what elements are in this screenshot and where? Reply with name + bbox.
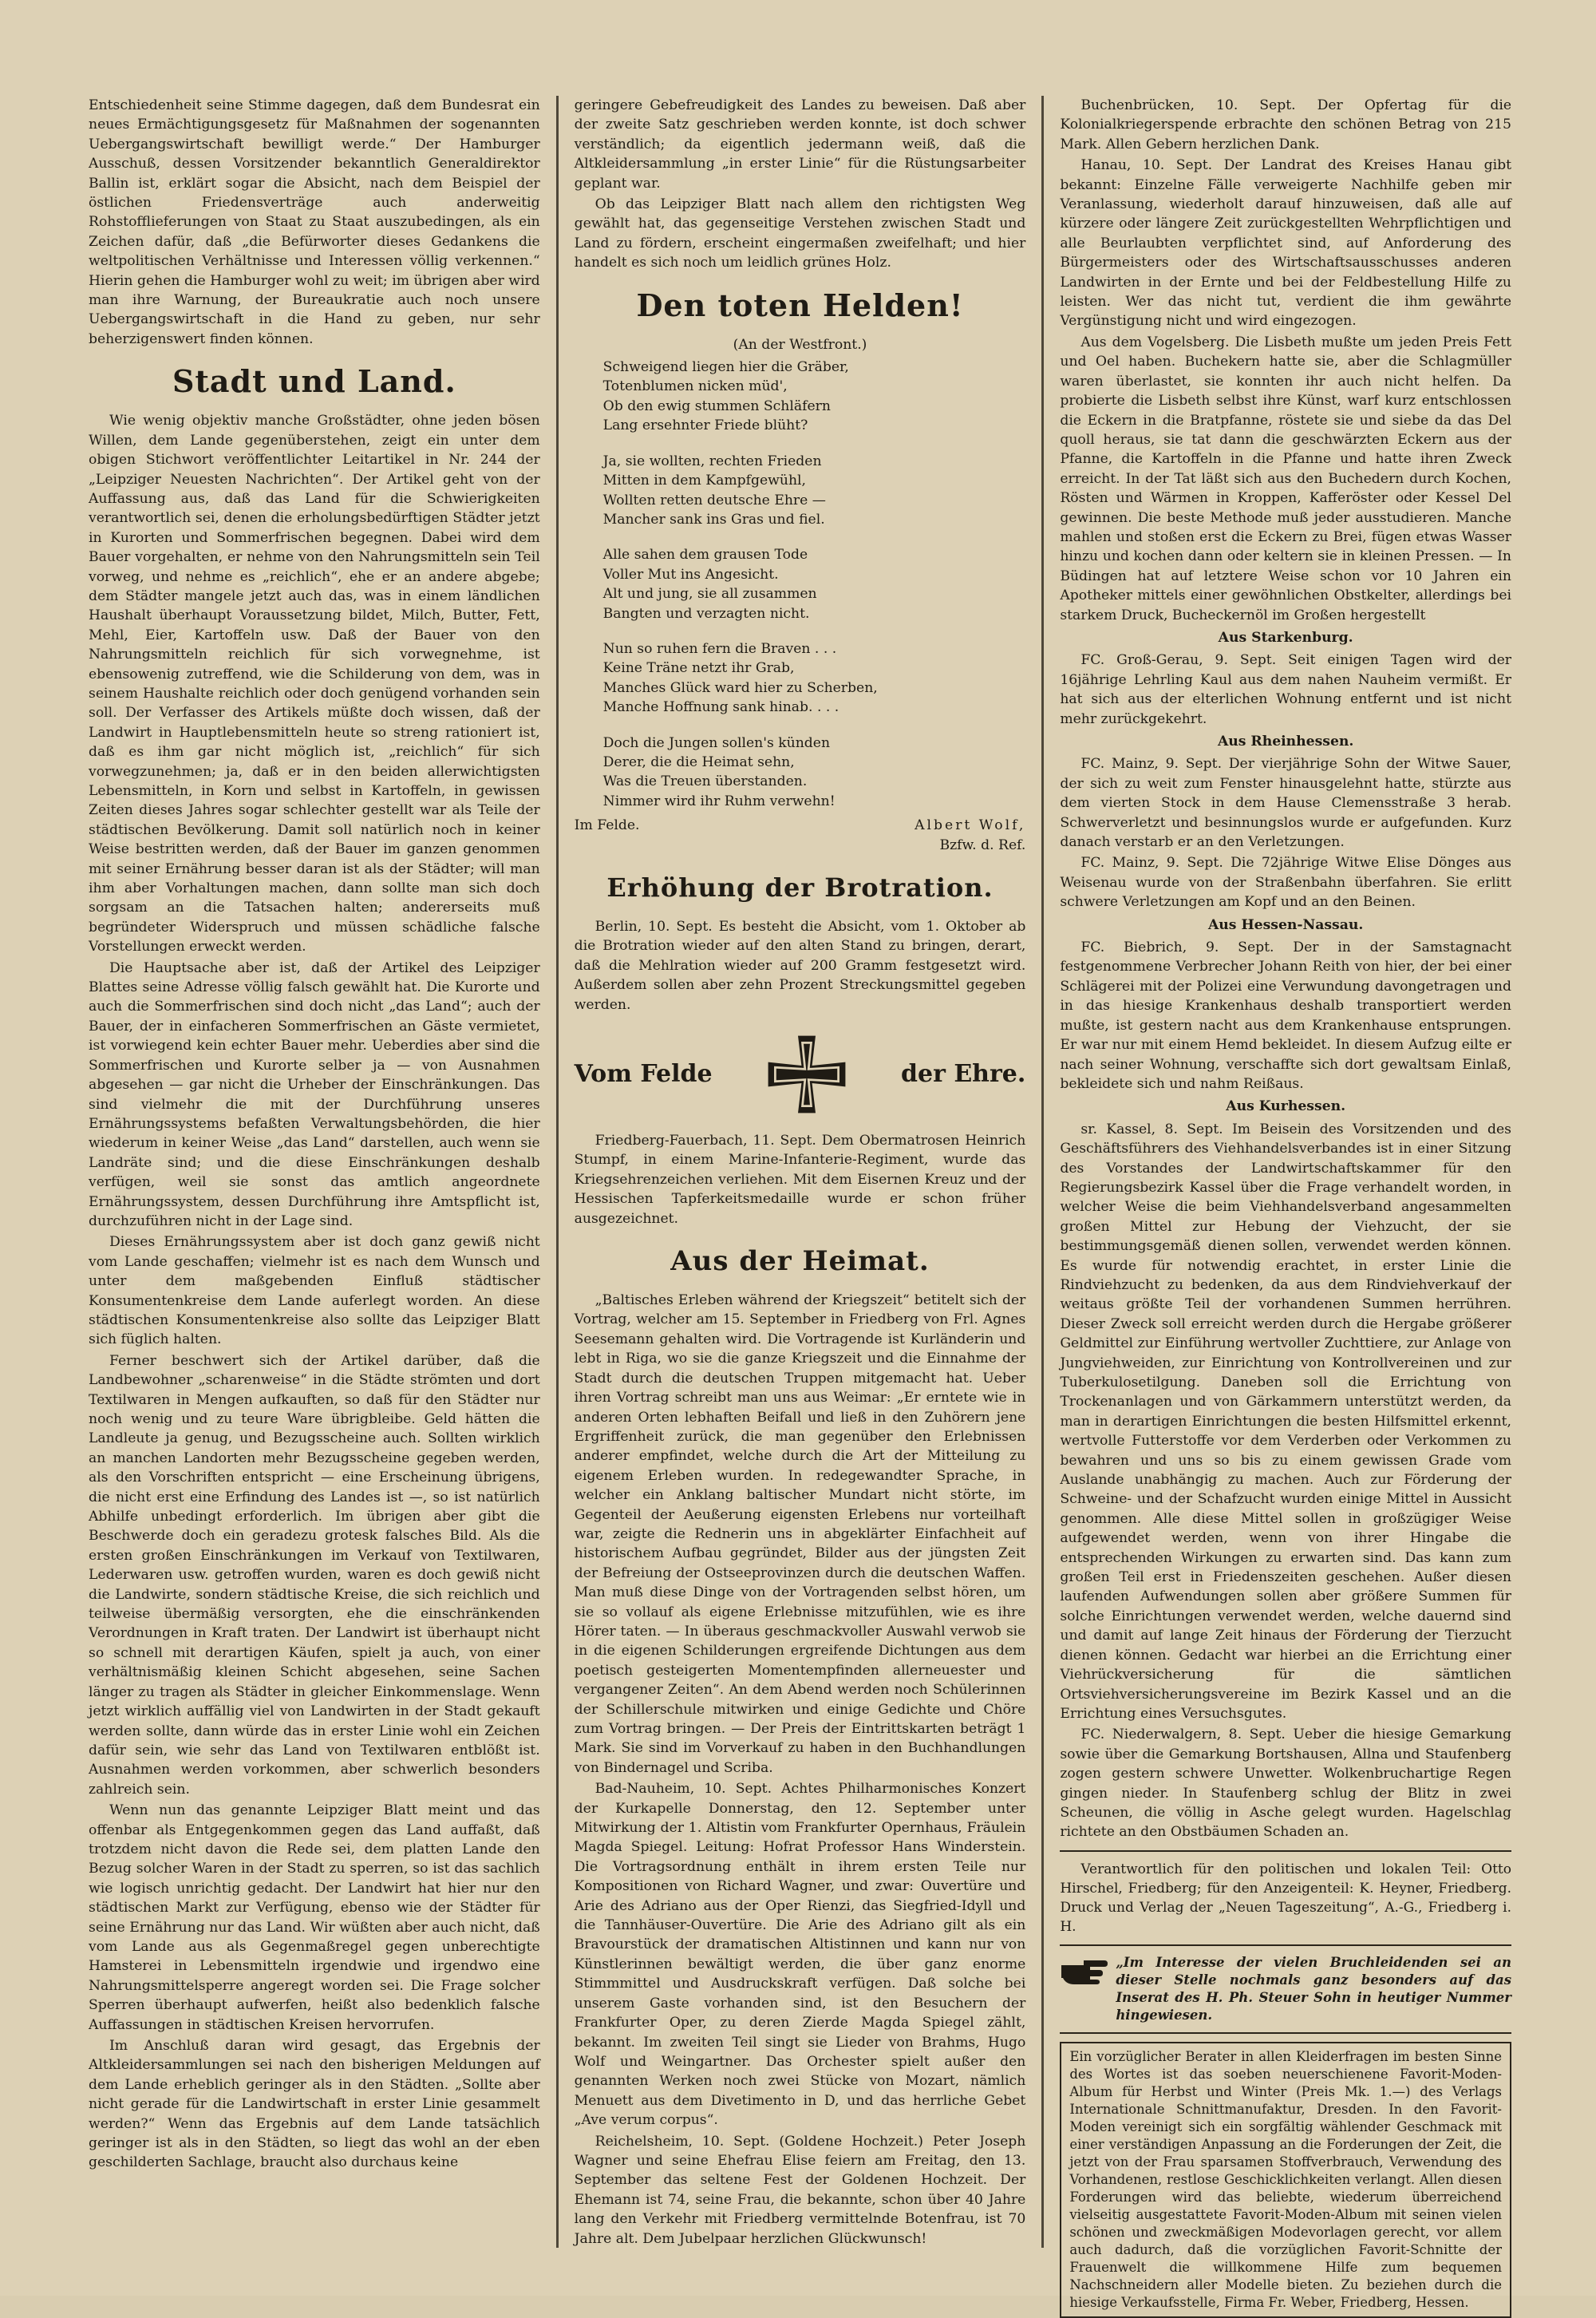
news-item: Hanau, 10. Sept. Der Landrat des Kreises Hanau gibt bekannt: Einzelne Fälle verweigerte Nachhilfe geben mir Veranlassung, wiederholt darauf hinzuweisen, daß alle auf kürzere oder längere Zeit zurückgestellten Wehrpflichtigen und alle Beurlaubten verpflichtet sind, auf Anforderung des Bürgermeisters oder des Wirtschaftsausschusses anderen Landwirten in der Ernte und bei der Feldbestellung Hilfe zu leisten. Wer das nicht tut, verdient die ihm gewährte Vergünstigung nicht und wird eingezogen.	[1060, 157, 1511, 330]
article-continuation: geringere Gebefreudigkeit des Landes zu beweisen. Daß aber der zweite Satz geschrieben werden konnte, ist doch schwer verständlich; da eigentlich jedermann weiß, daß die Altkleidersammlung „in erster Linie“ für die Rüstungsarbeiter geplant war.	[574, 97, 1026, 192]
poem-line: Was die Treuen überstanden.	[602, 773, 808, 790]
poem	[575, 358, 1026, 811]
divider-line	[1060, 1850, 1511, 1852]
section-header-right: der Ehre.	[901, 1059, 1026, 1088]
article-heading-brotration: Erhöhung der Brotration.	[606, 872, 994, 903]
imprint: Verantwortlich für den politischen und lokalen Teil: Otto Hirschel, Friedberg; für den Anzeigenteil: K. Heyner, Friedberg. Druck und Verlag der „Neuen Tageszeitung“, A.-G., Friedberg i. H.	[1060, 1861, 1511, 1935]
news-item: Buchenbrücken, 10. Sept. Der Opfertag für die Kolonialkriegerspende erbrachte den schönen Betrag von 215 Mark. Allen Gebern herzlichen Dank.	[1060, 97, 1511, 152]
poem-line: Mancher sank ins Gras und fiel.	[602, 511, 825, 528]
section-header-left: Vom Felde	[574, 1059, 713, 1088]
article-paragraph: Berlin, 10. Sept. Es besteht die Absicht, vom 1. Oktober ab die Brotration wieder auf den alten Stand zu bringen, derart, daß die Mehlration wieder auf 200 Gramm festgesetzt wird. Außerdem sollen aber zehn Prozent Streckungsmittel gegeben werden.	[574, 919, 1026, 1013]
poem-line: Nun so ruhen fern die Braven . . .	[602, 640, 837, 657]
divider-line	[1060, 2032, 1511, 2034]
region-heading: Aus Hessen-Nassau.	[1207, 916, 1364, 933]
poem-stanza	[603, 545, 1026, 623]
article-paragraph: Reichelsheim, 10. Sept. (Goldene Hochzeit.) Peter Joseph Wagner und seine Ehefrau Elise feiern am Freitag, den 13. September das seltene Fest der Goldenen Hochzeit. Der Ehemann ist 74, seine Frau, die bekannte, schon über 40 Jahre lang den Verkehr mit Friedberg vermittelnde Botenfrau, ist 70 Jahre alt. Dem Jubelpaar herzlichen Glückwunsch!	[574, 2133, 1026, 2247]
poem-author-rank: Bzfw. d. Ref.	[939, 837, 1026, 853]
poem-line: Alt und jung, sie all zusammen	[602, 586, 817, 603]
section-heading-aus-der-heimat: Aus der Heimat.	[670, 1245, 930, 1278]
poem-place: Im Felde.	[574, 817, 640, 834]
news-item: FC. Mainz, 9. Sept. Die 72jährige Witwe Elise Dönges aus Weisenau wurde von der Straßenbahn überfahren. Sie erlitt schwere Verletzungen am Kopf und an den Beinen.	[1060, 855, 1511, 911]
article-heading-stadt-und-land: Stadt und Land.	[172, 363, 456, 400]
poem-line: Bangten und verzagten nicht.	[602, 605, 810, 622]
poem-line: Keine Träne netzt ihr Grab,	[602, 660, 795, 677]
poem-line: Voller Mut ins Angesicht.	[602, 566, 779, 583]
section-header-vom-felde-der-ehre	[575, 1030, 1026, 1118]
poem-subtitle: (An der Westfront.)	[733, 336, 867, 353]
poem-stanza	[603, 734, 1026, 812]
poem-line: Schweigend liegen hier die Gräber,	[602, 359, 849, 376]
poem-line: Totenblumen nicken müd',	[602, 378, 788, 395]
article-paragraph: „Baltisches Erleben während der Kriegszeit“ betitelt sich der Vortrag, welcher am 15. September in Friedberg von Frl. Agnes Seesemann gehalten wird. Die Vortragende ist Kurländerin und lebt in Riga, wo sie die ganze Kriegszeit und die Einnahme der Stadt durch die deutschen Truppen mitgemacht hat. Ueber ihren Vortrag schreibt man uns aus Weimar: „Er erntete wie in anderen Orten lebhaften Beifall und ließ in den Zuhörern jene Ergriffenheit zurück, die man gegenüber den Erlebnissen anderer empfindet, welche durch die Art der Mitteilung zu eigenem Erleben wurden. In redegewandter Sprache, in welcher ein Anklang baltischer Mundart nicht störte, im Gegenteil der Aeußerung eigensten Erlebens nur vorteilhaft war, zeigte die Rednerin uns in abgeklärter Einfachheit auf historischem Aufbau gegründet, Bilder aus der jüngsten Zeit der Befreiung der Ostseeprovinzen durch die deutschen Waffen. Man muß diese Dinge von der Vortragenden selbst hören, um sie so vollauf als eigene Erlebnisse mitzufühlen, wie es ihre Hörer taten. — In überaus geschmackvoller Auswahl verwob sie in die eigenen Schilderungen ergreifende Dichtungen aus dem poetisch gesteigerten Momentempfinden allerneuester und vergangener Zeiten“. An dem Abend werden noch Schülerinnen der Schillerschule mitwirken und einige Gedichte und Chöre zum Vortrag bringen. — Der Preis der Eintrittskarten beträgt 1 Mark. Sie sind im Vorverkauf zu haben in den Buchhandlungen von Bindernagel und Scriba.	[574, 1292, 1026, 1776]
article-paragraph: Die Hauptsache aber ist, daß der Artikel des Leipziger Blattes seine Adresse völlig falsch gewählt hat. Die Kurorte und auch die Sommerfrischen sind doch nicht „das Land“; auch der Bauer, der in einfacheren Sommerfrischen an Gäste vermietet, ist vorwiegend kein echter Bauer mehr. Ueberdies aber sind die Sommerfrischen und Kurorte selber ja — von Ausnahmen abgesehen — gar nicht die Urheber der Einschränkungen. Das sind vielmehr die mit der Durchführung unseres Ernährungssystems befaßten Verwaltungsbehörden, die hier wiederum in keiner Weise „das Land“ darstellen, auch wenn sie Landräte sind; und die diese Einschränkungen deshalb verfügen, weil sie sonst das amtlich angeordnete Ernährungssystem, dessen Durchführung ihre Amtspflicht ist, durchzuführen nicht in der Lage sind.	[89, 959, 540, 1229]
poem-line: Mitten in dem Kampfgewühl,	[602, 473, 806, 489]
poem-line: Nimmer wird ihr Ruhm verwehn!	[602, 793, 836, 809]
news-item: FC. Mainz, 9. Sept. Der vierjährige Sohn der Witwe Sauer, der sich zu weit zum Fenster hinausgelehnt hatte, stürzte aus dem vierten Stock in dem Hause Clemensstraße 3 herab. Schwerverletzt und besinnungslos wurde er aufgefunden. Kurz danach verstarb er an den Verletzungen.	[1060, 756, 1511, 851]
poem-line: Derer, die die Heimat sehn,	[602, 754, 795, 770]
news-item: FC. Biebrich, 9. Sept. Der in der Samstagnacht festgenommene Verbrecher Johann Reith von hier, der bei einer Schlägerei mit der Polizei eine Verwundung davongetragen und in das hiesige Krankenhaus deshalb transportiert werden mußte, ist gestern nacht aus dem Krankenhause entsprungen. Er war nur mit einem Hemd bekleidet. In diesem Aufzug eilte er nach seiner Wohnung, verschaffte sich dort gewaltsam Einlaß, bekleidete sich und nahm Reißaus.	[1060, 939, 1511, 1092]
news-item: FC. Groß-Gerau, 9. Sept. Seit einigen Tagen wird der 16jährige Lehrling Kaul aus dem nahen Nauheim vermißt. Er hat sich aus der elterlichen Wohnung entfernt und ist nicht mehr zurückgekehrt.	[1060, 652, 1511, 727]
divider-line	[1060, 1944, 1511, 1946]
poem-line: Lang ersehnter Friede blüht?	[602, 417, 808, 434]
poem-line: Doch die Jungen sollen's künden	[602, 734, 831, 751]
article-paragraph: Wenn nun das genannte Leipziger Blatt meint und das offenbar als Entgegenkommen gegen das Land auffaßt, daß trotzdem nicht davon die Rede sei, dem platten Lande den Bezug solcher Waren in der Stadt zu sperren, so ist das sachlich wie logisch unrichtig gedacht. Der Landwirt hat hier nur den städtischen Markt zur Verfügung, ebenso wie der Städter für seine Ernährung nur das Land. Wir wüßten aber auch nicht, daß vom Lande aus als Gegenmaßregel gegen unberechtigte Hamsterei in Lebensmitteln irgendwie und irgendwo eine Nahrungsmittelsperre angeregt worden sei. Die Frage solcher Sperren überhaupt aufwerfen, heißt also bedenklich falsche Auffassungen in städtischen Kreisen hervorrufen.	[89, 1802, 540, 2033]
notice-text: „Im Interesse der vielen Bruchleidenden sei an dieser Stelle nochmals ganz besonders auf das Inserat des H. Ph. Steuer Sohn in heutiger Nummer hingewiesen.	[1116, 1954, 1511, 2023]
iron-cross-icon	[763, 1030, 851, 1118]
poem-line: Alle sahen dem grausen Tode	[602, 547, 808, 564]
article-paragraph: Dieses Ernährungssystem aber ist doch ganz gewiß nicht vom Lande geschaffen; vielmehr ist es nach dem Wunsch und unter dem maßgebenden Einfluß städtischer Konsumentenkreise dem Lande auferlegt worden. An diese städtischen Konsumentenkreise also sollte das Leipziger Blatt sich füglich halten.	[89, 1234, 540, 1348]
advertisement	[1060, 2042, 1511, 2318]
article-paragraph: Ferner beschwert sich der Artikel darüber, daß die Landbewohner „scharenweise“ in die Städte strömten und dort Textilwaren in Mengen aufkauften, so daß für den Städter nur noch wenig und zu teure Ware übrigbleibe. Geld hätten die Landleute ja genug, und Bezugsscheine auch. Sollten wirklich an manchen Landorten mehr Bezugsscheine gegeben werden, als den Vorschriften entspricht — eine Erscheinung übrigens, die nicht erst eine Erfindung des Landes ist —, so ist natürlich Abhilfe unbedingt erforderlich. Im übrigen aber gibt die Beschwerde doch ein geradezu grotesk falsches Bild. Als die ersten großen Einschränkungen im Verkauf von Textilwaren, Lederwaren usw. getroffen wurden, waren es doch gewiß nicht die Landwirte, sondern städtische Kreise, die sich reichlich und teilweise übermäßig versorgten, ehe die einschränkenden Verordnungen in Kraft traten. Der Landwirt ist überhaupt nicht so schnell mit derartigen Käufen, spielt ja auch, von einer verhältnismäßig kleinen Schicht abgesehen, seine Sachen länger zu tragen als Städter in gleicher Einkommenslage. Wenn jetzt wirklich auffällig viel von Landwirten in der Stadt gekauft werden sollte, dann würde das in erster Linie wohl ein Zeichen dafür sein, wie sehr das Land von Textilwaren entblößt ist. Ausnahmen werden vorkommen, aber schwerlich besonders zahlreich sein.	[89, 1352, 540, 1798]
article-paragraph: Friedberg-Fauerbach, 11. Sept. Dem Obermatrosen Heinrich Stumpf, in einem Marine-Infanterie-Regiment, wurde das Kriegsehrenzeichen verliehen. Mit dem Eisernen Kreuz und der Hessischen Tapferkeitsmedaille wurde er schon früher ausgezeichnet.	[574, 1133, 1026, 1227]
poem-line: Ja, sie wollten, rechten Frieden	[602, 453, 822, 469]
poem-stanza	[603, 452, 1026, 530]
article-paragraph: Im Anschluß daran wird gesagt, das Ergebnis der Altkleidersammlungen sei nach den bisherigen Meldungen auf dem Lande erheblich geringer als in den Städten. „Sollte aber nicht gerade für die Landwirtschaft in erster Linie gesammelt werden?“ Wenn das Ergebnis auf dem Lande tatsächlich geringer ist als in den Städten, so liegt das wohl an der eben geschilderten Sachlage, braucht also durchaus keine	[89, 2038, 540, 2171]
region-heading: Aus Starkenburg.	[1218, 629, 1353, 646]
news-item: Aus dem Vogelsberg. Die Lisbeth mußte um jeden Preis Fett und Oel haben. Buchekern hatte sie, aber die Schlagmüller waren überlastet, sie konnten ihr auch nicht helfen. Da probierte die Lisbeth selbst ihre Künst, warf kurz entschlossen die Eckern in die Bratpfanne, röstete sie und siebe da das Del quoll heraus, sie tat dann die geschwärzten Eckern aus der Pfanne, die Kartoffeln in die Pfanne und hatte ihren Zweck erreicht. In der Tat läßt sich aus den Buchedern durch Kochen, Rösten und Wärmen in Kroppen, Kafferöster oder Kessel Del gewinnen. Die beste Methode muß jeder ausstudieren. Manche mahlen und stoßen erst die Eckern zu Brei, fügen etwas Wasser hinzu und kochen dann oder keltern sie in kleinen Pressen. — In Büdingen hat auf letztere Weise schon vor 10 Jahren ein Apotheker mittels einer gewöhnlichen Obstkelter, allerdings bei starkem Druck, Bucheckernöl im Großen hergestellt	[1060, 334, 1511, 623]
column-divider	[1041, 96, 1044, 2248]
notice-box	[1060, 1954, 1511, 2024]
column-3	[1047, 96, 1524, 2310]
column-2	[562, 96, 1039, 2248]
advertisement-text: Ein vorzüglicher Berater in allen Kleiderfragen im besten Sinne des Wortes ist das soeben neuerschienene Favorit-Moden-Album für Herbst und Winter (Preis Mk. 1.—) des Verlags Internationale Schnittmanufaktur, Dresden. In den Favorit-Moden vereinigt sich ein sorgfältig wählender Geschmack mit einer verständigen Anpassung an die Forderungen der Zeit, die jetzt von der Frau sparsamen Stoffverbrauch, Verwendung des Vorhandenen, restlose Geschicklichkeiten verlangt. Allen diesen Forderungen wird das beliebte, wiederum überreichend vielseitig ausgestattete Favorit-Moden-Album mit seinen vielen schönen und zweckmäßigen Modevorlagen gerecht, vor allem auch dadurch, daß die vorzüglichen Favorit-Schnitte der Frauenwelt die willkommene Hilfe zum bequemen Nachschneidern aller Modelle bieten. Zu beziehen durch die hiesige Verkaufsstelle, Firma Fr. Weber, Friedberg, Hessen.	[1069, 2048, 1502, 2310]
region-heading: Aus Rheinhessen.	[1217, 734, 1354, 750]
poem-line: Manche Hoffnung sank hinab. . . .	[602, 699, 839, 716]
poem-title: Den toten Helden!	[636, 287, 964, 323]
column-1	[76, 96, 553, 2248]
pointing-hand-icon	[1060, 1954, 1108, 1986]
article-paragraph: Wie wenig objektiv manche Großstädter, ohne jeden bösen Willen, dem Lande gegenüberstehen, zeigt ein unter dem obigen Stichwort veröffentlichter Leitartikel in Nr. 244 der „Leipziger Neuesten Nachrichten“. Der Artikel geht von der Auffassung aus, daß das Land für die Schwierigkeiten verantwortlich sei, denen die erholungsbedürftigen Städter jetzt in Kurorten und Sommerfrischen begegnen. Dabei wird dem Bauer vorgehalten, er nehme von den Nahrungsmitteln sein Teil vorweg, und nehme es „reichlich“, ehe er an andere abgebe; dem Städter mangele jetzt auch das, was in einem ländlichen Haushalt überhaupt Voraussetzung bildet, Milch, Butter, Fett, Mehl, Eier, Kartoffeln usw. Daß der Bauer von den Nahrungsmitteln reichlich für sich vorwegnehme, ist ebensowenig zutreffend, wie die Schilderung von dem, was in seinem Haushalte reichlich oder doch genügend vorhanden sein soll. Der Verfasser des Artikels müßte doch wissen, daß der Landwirt in Hauptlebensmitteln heute so streng rationiert ist, daß es ihm gar nicht möglich ist, „reichlich“ für sich vorwegzunehmen; ja, daß er in den beiden allerwichtigsten Lebensmitteln, in Korn und selbst in Kartoffeln, in gewissen Zeiten dieses Jahres sogar schlechter gestellt war als Teile der städtischen Bevölkerung. Damit soll natürlich noch in keiner Weise bestritten werden, daß der Bauer im ganzen genommen mit seiner Ernährung besser daran ist als der Städter; will man ihm aber Vorhaltungen machen, dann sollte man sich doch sorgsam an die Tatsachen halten; andererseits muß begründeter Widerspruch und müssen schädliche falsche Vorstellungen erweckt werden.	[89, 413, 540, 955]
region-heading: Aus Kurhessen.	[1226, 1098, 1346, 1115]
news-item: FC. Niederwalgern, 8. Sept. Ueber die hiesige Gemarkung sowie über die Gemarkung Bortshausen, Allna und Staufenberg zogen gestern schwere Unwetter. Wolkenbruchartige Regen gingen nieder. In Staufenberg schlug der Blitz in zwei Scheunen, die völlig in Asche gelegt wurden. Hagelschlag richtete an den Obstbäumen Schaden an.	[1060, 1727, 1511, 1841]
article-paragraph: Bad-Nauheim, 10. Sept. Achtes Philharmonisches Konzert der Kurkapelle Donnerstag, den 12. September unter Mitwirkung der 1. Altistin vom Frankfurter Opernhaus, Fräulein Magda Spiegel. Leitung: Hofrat Professor Hans Winderstein. Die Vortragsordnung enthält in ihrem ersten Teile nur Kompositionen von Richard Wagner, und zwar: Ouvertüre und Arie des Adriano aus der Oper Rienzi, das Siegfried-Idyll und die Tannhäuser-Ouvertüre. Die Arie des Adriano gilt als ein Bravourstück der dramatischen Altistinnen und kann nur von Künstlerinnen bewältigt werden, die über ganz enorme Stimmmittel und Ausdruckskraft verfügen. Daß solche bei unserem Gaste vorhanden sind, ist den Besuchern der Frankfurter Oper, zu deren Zierde Magda Spiegel zählt, bekannt. Im zweiten Teil singt sie Lieder von Brahms, Hugo Wolf und Weingartner. Das Orchester spielt außer den genannten Werken noch zwei Stücke von Mozart, nämlich Menuett aus dem Divetimento in D, und das herrliche Gebet „Ave verum corpus“.	[574, 1781, 1026, 2129]
news-item: sr. Kassel, 8. Sept. Im Beisein des Vorsitzenden und des Geschäftsführers des Viehhandelsverbandes ist in einer Sitzung des Vorstandes der Landwirtschaftskammer für den Regierungsbezirk Kassel über die Frage verhandelt worden, in welcher Weise die beim Viehhandelsverband angesammelten großen Mittel zur Hebung der Viehzucht, der sie bestimmungsgemäß dienen sollen, verwendet werden können. Es wurde für notwendig erachtet, in erster Linie die Rindviehzucht zu bedenken, da aus dem Rindviehverkauf der weitaus größte Teil der vorhandenen Summen herrühren. Dieser Zweck soll erreicht werden durch die Hergabe größerer Geldmittel zur Einführung wertvoller Zuchttiere, zur Anlage von Jungviehweiden, zur Einrichtung von Kontrollvereinen und zur Tuberkulosetilgung. Daneben soll die Errichtung von Trockenanlagen und von Gärkammern unterstützt werden, da man in derartigen Einrichtungen die besten Hilfsmittel erkennt, wertvolle Futterstoffe vor dem Verderben oder Verkommen zu bewahren und uns so bis zu einem gewissen Grade vom Auslande unabhängig zu machen. Auch zur Förderung der Schweine- und der Schafzucht wurden einige Mittel in Aussicht genommen. Alle diese Mittel sollen in großzügiger Weise aufgewendet werden, wenn von ihrer Hingabe die entsprechenden Wirkungen zu erwarten sind. Das kann zum großen Teil erst in Friedenszeiten geschehen. Außer diesen laufenden Aufwendungen sollen aber größere Summen für solche Einrichtungen verwendet werden, welche dauernd sind und damit auf lange Zeit hinaus der Förderung der Tierzucht dienen können. Gedacht war hierbei an die Errichtung einer Viehrückversicherung für die sämtlichen Ortsviehversicherungsvereine im Bezirk Kassel und an die Errichtung eines Versuchsgutes.	[1060, 1121, 1511, 1722]
poem-stanza	[603, 358, 1026, 436]
article-continuation: Ob das Leipziger Blatt nach allem den richtigsten Weg gewählt hat, das gegenseitige Verstehen zwischen Stadt und Land zu fördern, erscheint eingermaßen zweifelhaft; und hier handelt es sich noch um leidlich grünes Holz.	[574, 196, 1026, 271]
poem-signature	[575, 816, 1026, 855]
poem-line: Wollten retten deutsche Ehre —	[602, 492, 826, 508]
poem-stanza	[603, 639, 1026, 718]
poem-line: Manches Glück ward hier zu Scherben,	[602, 679, 878, 696]
column-divider	[556, 96, 559, 2248]
article-lead-text: Entschiedenheit seine Stimme dagegen, daß dem Bundesrat ein neues Ermächtigungsgesetz für Maßnahmen der sogenannten Uebergangswirtschaft bewilligt werde.“ Der Hamburger Ausschuß, dessen Vorsitzender bekanntlich Generaldirektor Ballin ist, erklärt sogar die Absicht, nach dem Beispiel der östlichen Friedensverträge auch anderweitig Rohstofflieferungen von Staat zu Staat auszubedingen, als ein Zeichen dafür, daß „die Befürworter dieses Gedankens die weltpolitischen Verhältnisse und Interessen völlig verkennen.“ Hierin gehen die Hamburger wohl zu weit; im übrigen aber wird man ihre Warnung, der Bureaukratie auch noch unsere Uebergangswirtschaft in die Hand zu geben, nur sehr beherzigenswert finden können.	[89, 97, 540, 347]
poem-author: Albert Wolf,	[915, 817, 1026, 834]
columns	[76, 96, 1524, 2310]
poem-line: Ob den ewig stummen Schläfern	[602, 398, 831, 414]
